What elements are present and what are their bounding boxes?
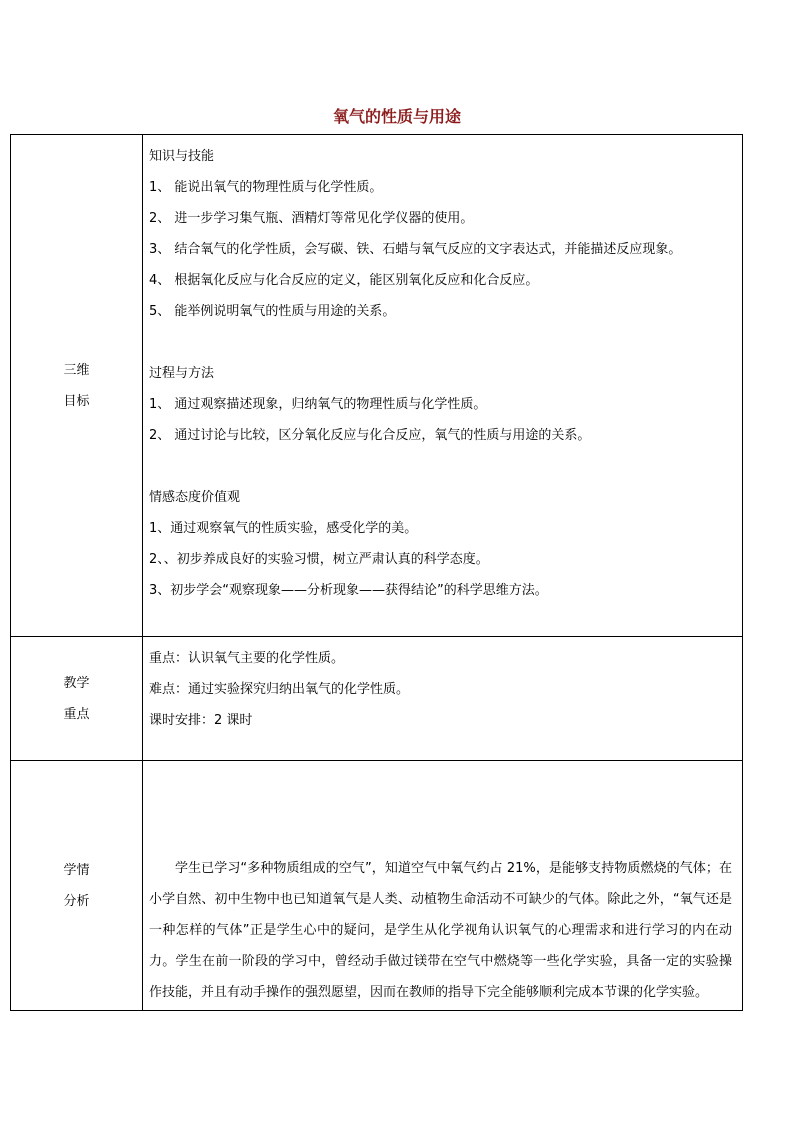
emotion-item: 2、、初步养成良好的实验习惯，树立严肃认真的科学态度。: [149, 552, 489, 567]
emotion-heading: 情感态度价值观: [149, 490, 241, 505]
analysis-label-cell: [11, 761, 143, 1011]
focus-item: 课时安排：2 课时: [149, 713, 253, 728]
analysis-label-line: 学情: [63, 862, 90, 878]
focus-item: 重点：认识氧气主要的化学性质。: [149, 651, 345, 666]
knowledge-item: 2、 进一步学习集气瓶、酒精灯等常见化学仪器的使用。: [149, 211, 474, 226]
analysis-paragraph: 学生已学习“多种物质组成的空气”，知道空气中氧气约占 21%，是能够支持物质燃烧的气体；在小学自然、初中生物中也已知道氧气是人类、动植物生命活动不可缺少的气体。除此之外，“氧气还是一种怎样的气体”正是学生心中的疑问，是学生从化学视角认识氧气的心理需求和进行学习的内在动力。学生在前一阶段的学习中，曾经动手做过镁带在空气中燃烧等一些化学实验，具备一定的实验操作技能，并且有动手操作的强烈愿望，因而在教师的指导下完全能够顺利完成本节课的化学实验。: [149, 861, 732, 1000]
focus-content-cell: [143, 637, 743, 761]
process-item: 2、 通过讨论与比较，区分氧化反应与化合反应，氧气的性质与用途的关系。: [149, 428, 591, 443]
goals-label-line: 三维: [63, 362, 90, 378]
lesson-plan-table: [10, 134, 743, 1011]
emotion-item: 1、通过观察氧气的性质实验，感受化学的美。: [149, 521, 418, 536]
knowledge-item: 5、 能举例说明氧气的性质与用途的关系。: [149, 304, 396, 319]
focus-label-line: 重点: [63, 706, 90, 722]
goals-content-cell: [143, 135, 743, 637]
focus-row: [11, 637, 743, 761]
analysis-content-cell: [143, 761, 743, 1011]
goals-label-line: 目标: [63, 393, 90, 409]
focus-item: 难点：通过实验探究归纳出氧气的化学性质。: [149, 682, 410, 697]
goals-label-cell: [11, 135, 143, 637]
knowledge-item: 1、 能说出氧气的物理性质与化学性质。: [149, 180, 383, 195]
knowledge-item: 4、 根据氧化反应与化合反应的定义，能区别氧化反应和化合反应。: [149, 273, 539, 288]
emotion-item: 3、初步学会“观察现象——分析现象——获得结论”的科学思维方法。: [149, 583, 548, 598]
page-title: 氧气的性质与用途: [332, 107, 461, 126]
knowledge-heading: 知识与技能: [149, 149, 215, 164]
analysis-row: [11, 761, 743, 1011]
process-heading: 过程与方法: [149, 366, 215, 381]
process-item: 1、 通过观察描述现象，归纳氧气的物理性质与化学性质。: [149, 397, 487, 412]
focus-label-line: 教学: [63, 675, 90, 691]
knowledge-item: 3、 结合氧气的化学性质，会写碳、铁、石蜡与氧气反应的文字表达式，并能描述反应现象。: [149, 242, 682, 257]
goals-row: [11, 135, 743, 637]
analysis-label-line: 分析: [63, 893, 90, 909]
focus-label-cell: [11, 637, 143, 761]
